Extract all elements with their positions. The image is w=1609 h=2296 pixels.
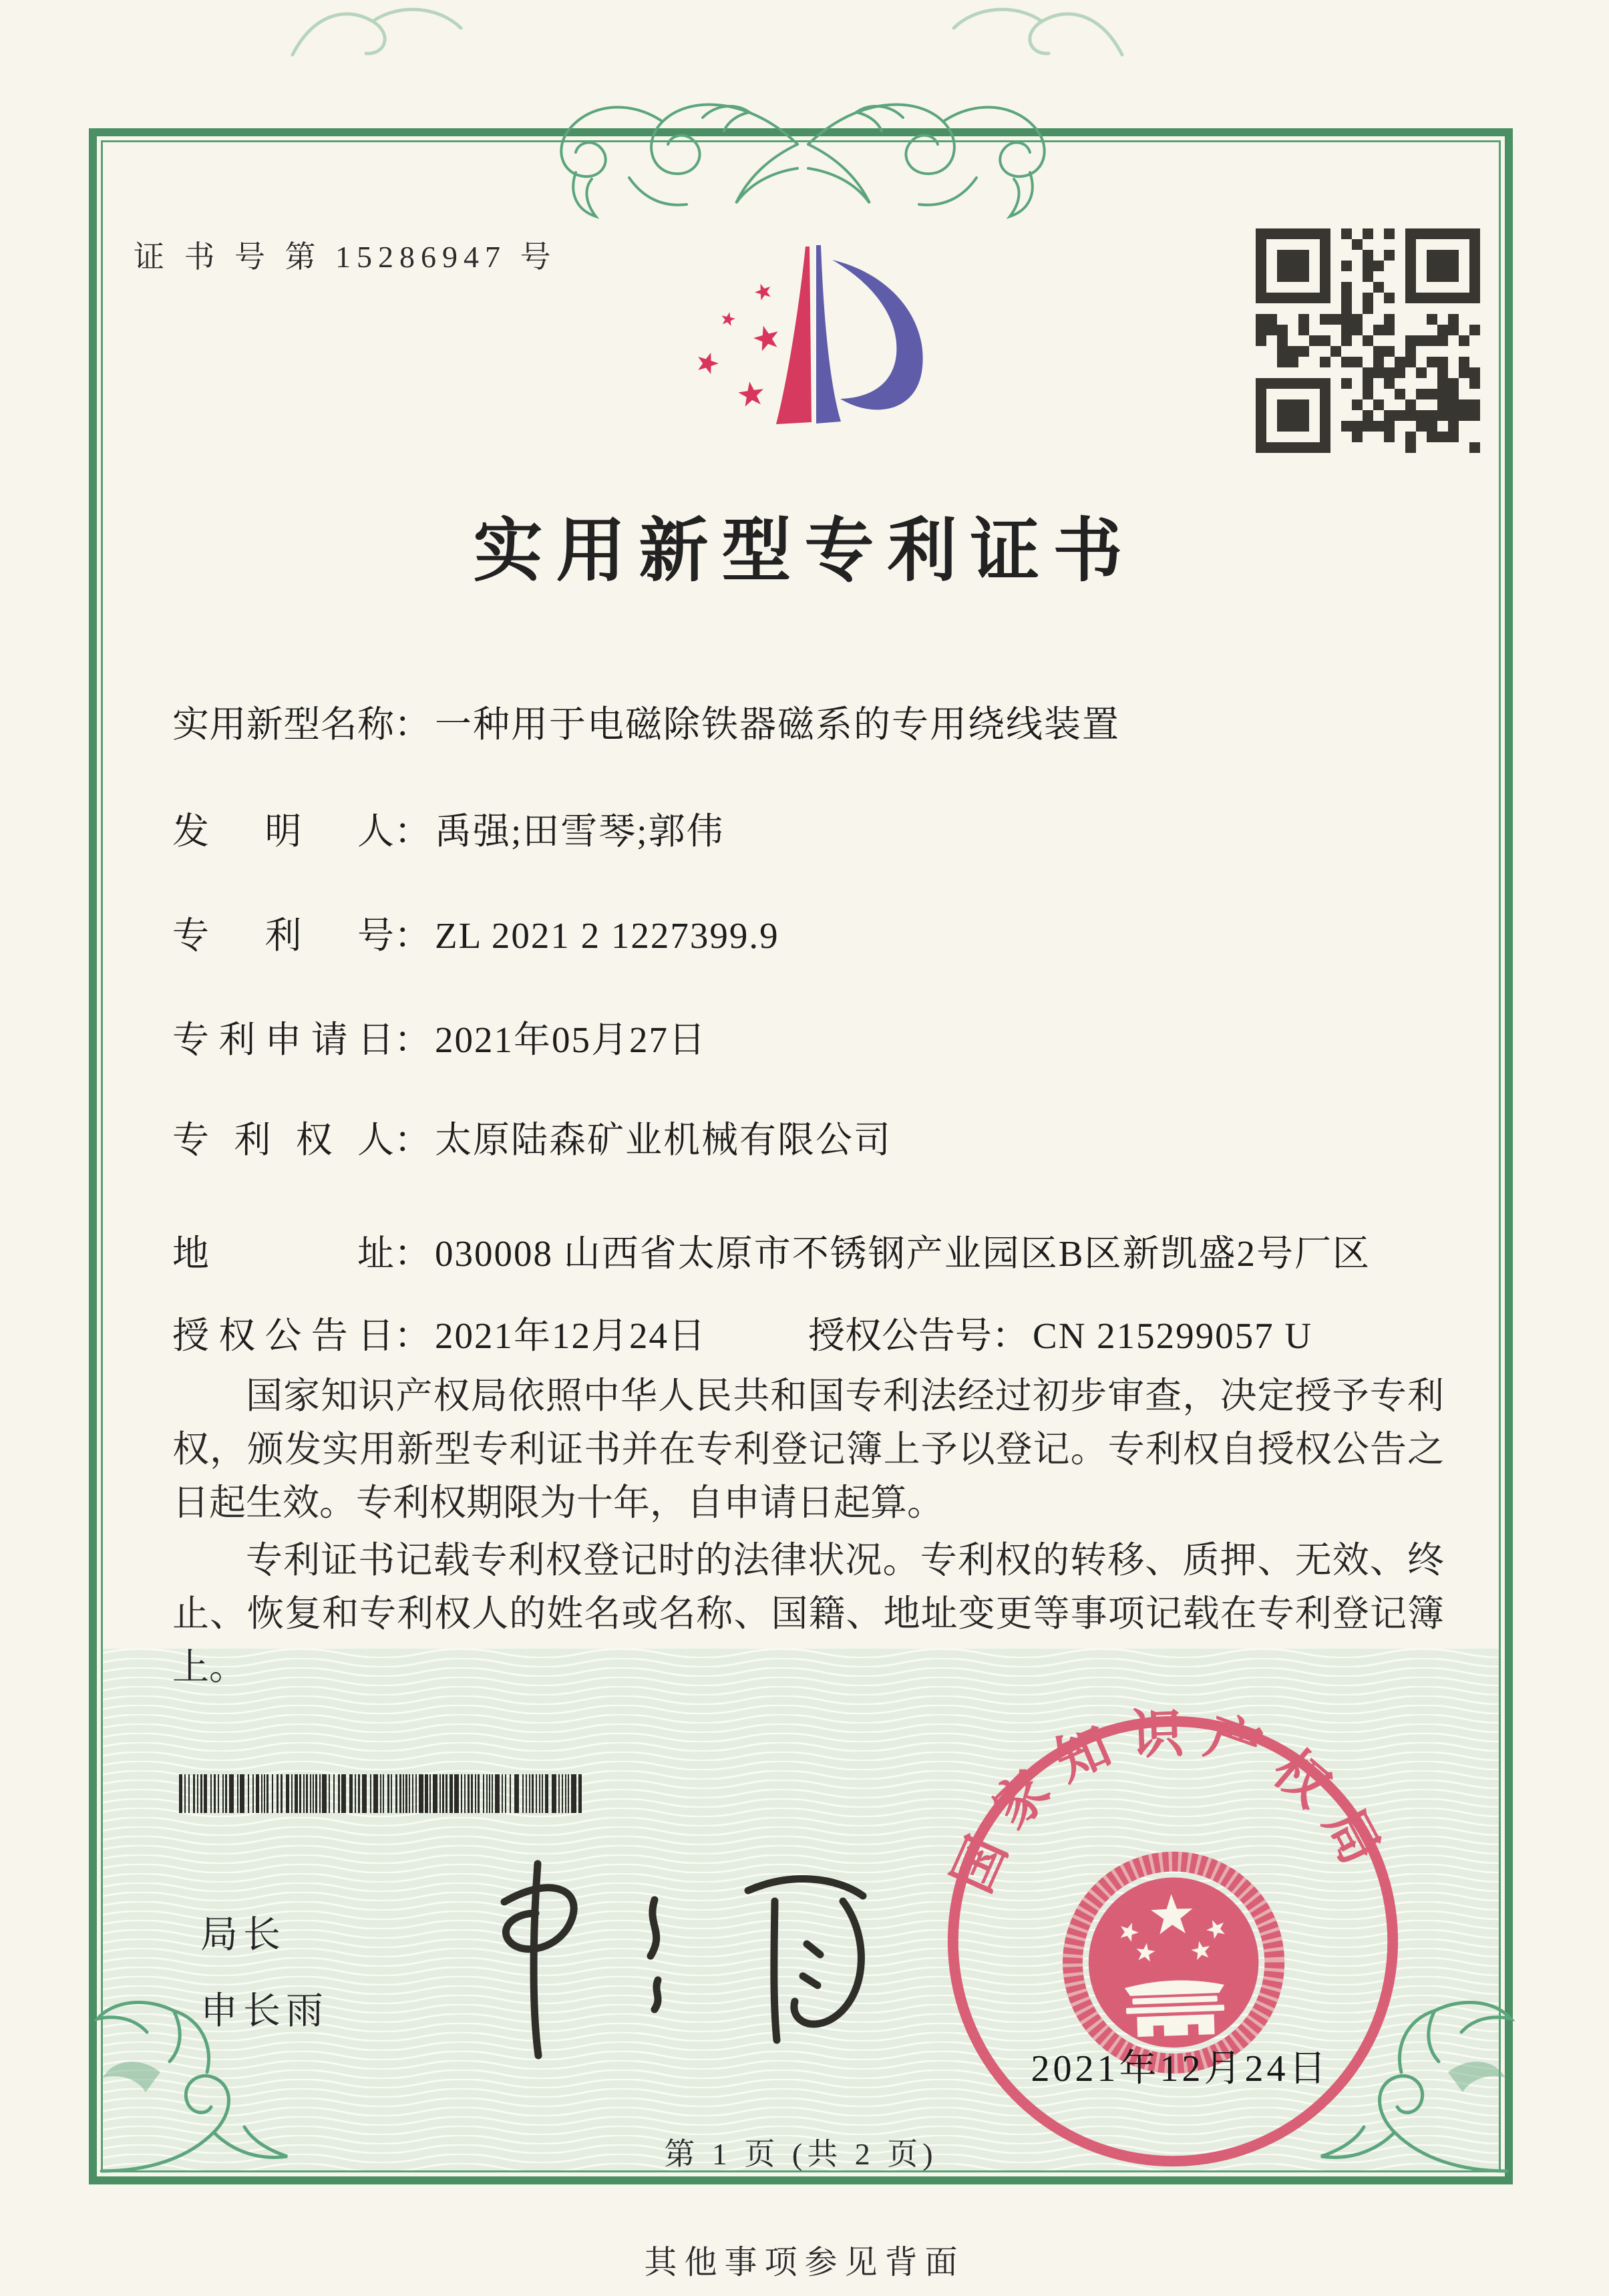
- field-label: 发明人: [172, 811, 394, 852]
- field-row-utility-model-name: [172, 695, 1455, 748]
- field-value: 一种用于电磁除铁器磁系的专用绕线装置: [435, 704, 1121, 745]
- field-colon: ：: [394, 1019, 431, 1060]
- field-label: 地址: [172, 1233, 394, 1274]
- field-colon: ：: [394, 1233, 431, 1274]
- field-value: 禹强;田雪琴;郭伟: [435, 811, 725, 852]
- legal-paragraph-1: 国家知识产权局依照中华人民共和国专利法经过初步审查，决定授予专利权，颁发实用新型专利证书并在专利登记簿上予以登记。专利权自授权公告之日起生效。专利权期限为十年，自申请日起算。: [172, 1375, 1444, 1523]
- grant-number-value: CN 215299057 U: [1033, 1315, 1313, 1356]
- field-row-filing-date: [172, 1010, 1455, 1063]
- field-value: 太原陆森矿业机械有限公司: [435, 1120, 892, 1160]
- cnipa-logo-icon: [661, 217, 948, 474]
- field-colon: ：: [394, 704, 431, 745]
- grant-number-pair: [808, 1306, 1312, 1359]
- qr-code: [1256, 228, 1480, 453]
- field-colon: ：: [992, 1315, 1029, 1356]
- field-row-address: [172, 1224, 1455, 1277]
- top-edge-flourish-right: [948, 1, 1129, 60]
- field-label: 授权公告号: [808, 1315, 993, 1356]
- back-side-note: 其他事项参见背面: [644, 2244, 965, 2281]
- top-edge-flourish-left: [286, 1, 466, 60]
- certificate-number: 证 书 号 第 15286947 号: [134, 240, 557, 274]
- legal-paragraph-2: 专利证书记载专利权登记时的法律状况。专利权的转移、质押、无效、终止、恢复和专利权人的姓名或名称、国籍、地址变更等事项记载在专利登记簿上。: [172, 1540, 1444, 1687]
- field-label: 专利号: [172, 915, 394, 956]
- field-row-grant: [172, 1306, 1455, 1359]
- field-colon: ：: [394, 915, 431, 956]
- field-label: 专利权人: [172, 1120, 394, 1160]
- page-number: 第 1 页 (共 2 页): [664, 2137, 938, 2171]
- field-value: 030008 山西省太原市不锈钢产业园区B区新凯盛2号厂区: [435, 1233, 1371, 1274]
- field-row-patentee: [172, 1110, 1455, 1163]
- field-label: 实用新型名称: [172, 704, 394, 745]
- field-label: 专利申请日: [172, 1019, 394, 1060]
- certificate-title: 实用新型专利证书: [473, 513, 1136, 590]
- seal-date: 2021年12月24日: [1031, 2048, 1330, 2090]
- field-colon: ：: [394, 1120, 431, 1160]
- signature-shen-changyu: [401, 1838, 948, 2086]
- field-colon: ：: [394, 1315, 431, 1356]
- field-value: ZL 2021 2 1227399.9: [435, 915, 779, 956]
- seal-text: 国家知识产权局: [942, 1703, 1398, 1901]
- field-colon: ：: [394, 811, 431, 852]
- barcode: [179, 1774, 582, 1813]
- field-label: 授权公告日: [172, 1315, 394, 1356]
- field-value: 2021年05月27日: [435, 1019, 707, 1060]
- cnipa-seal: [934, 1702, 1412, 2180]
- field-row-patent-number: [172, 906, 1455, 959]
- svg-text:国家知识产权局: [937, 1702, 1399, 1903]
- legal-text-block: [172, 1369, 1444, 1698]
- dragon-ornament-top: [549, 77, 1057, 224]
- commissioner-role-label: 局长: [200, 1915, 286, 1956]
- field-row-inventors: [172, 802, 1455, 854]
- commissioner-name: 申长雨: [200, 1991, 329, 2032]
- grant-date-value: 2021年12月24日: [435, 1315, 707, 1356]
